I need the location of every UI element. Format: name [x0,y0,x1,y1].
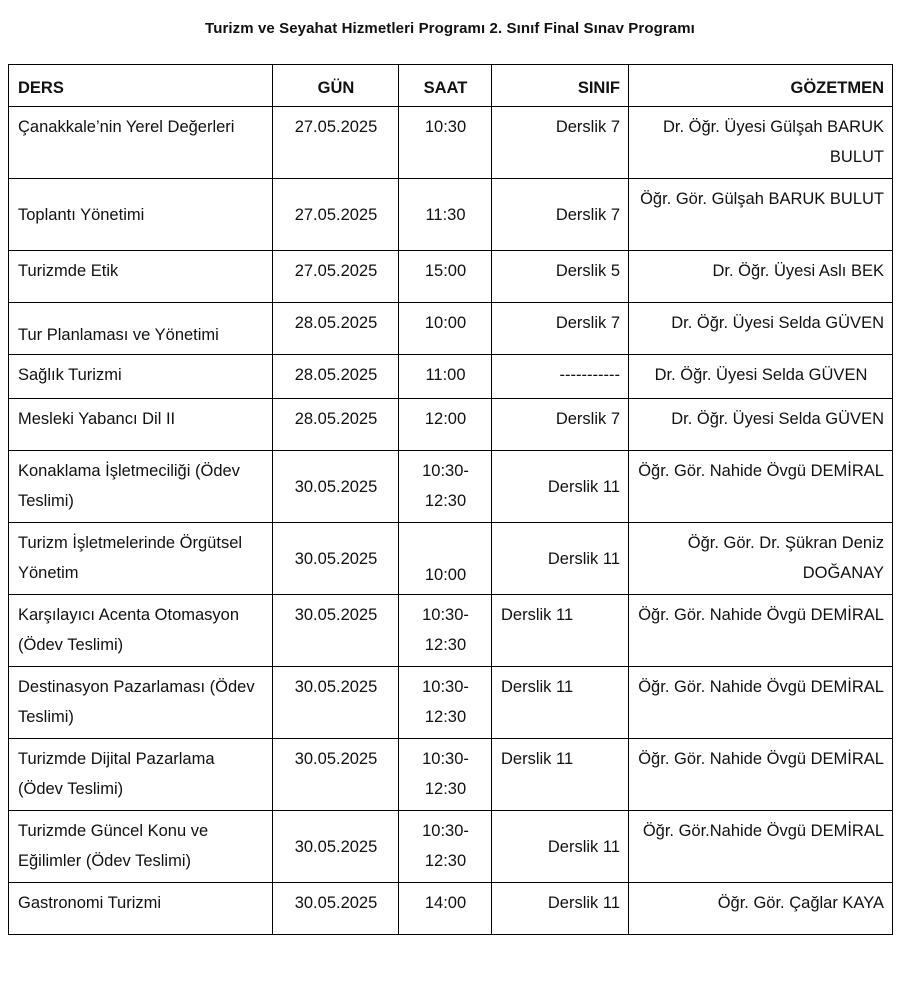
cell-gun: 28.05.2025 [273,355,399,399]
cell-gozetmen: Öğr. Gör. Nahide Övgü DEMİRAL [629,595,893,667]
cell-gun: 28.05.2025 [273,303,399,355]
cell-gun: 27.05.2025 [273,107,399,179]
header-gozetmen: GÖZETMEN [629,65,893,107]
cell-gozetmen: Dr. Öğr. Üyesi Gülşah BARUK BULUT [629,107,893,179]
cell-gozetmen: Öğr. Gör. Nahide Övgü DEMİRAL [629,739,893,811]
cell-sinif: Derslik 7 [492,399,629,451]
table-row [9,399,893,451]
table-row [9,739,893,811]
cell-ders: Çanakkale’nin Yerel Değerleri [9,107,273,179]
table-row [9,883,893,935]
cell-ders: Toplantı Yönetimi [9,179,273,251]
cell-gun: 30.05.2025 [273,523,399,595]
cell-saat: 12:00 [399,399,492,451]
cell-saat: 10:30 [399,107,492,179]
cell-gozetmen: Öğr. Gör. Nahide Övgü DEMİRAL [629,451,893,523]
cell-saat: 14:00 [399,883,492,935]
cell-gun: 27.05.2025 [273,179,399,251]
document-title: Turizm ve Seyahat Hizmetleri Programı 2. Sınıf Final Sınav Programı [205,20,695,37]
cell-sinif: Derslik 11 [492,883,629,935]
cell-gun: 30.05.2025 [273,739,399,811]
cell-gun: 28.05.2025 [273,399,399,451]
table-row [9,179,893,251]
cell-ders: Gastronomi Turizmi [9,883,273,935]
cell-gun: 30.05.2025 [273,667,399,739]
table-row [9,667,893,739]
cell-sinif: Derslik 7 [492,303,629,355]
cell-sinif: Derslik 11 [492,739,629,811]
cell-gozetmen: Öğr. Gör. Dr. Şükran Deniz DOĞANAY [629,523,893,595]
cell-sinif: Derslik 11 [492,811,629,883]
cell-gozetmen: Dr. Öğr. Üyesi Selda GÜVEN [629,399,893,451]
cell-saat: 10:00 [399,303,492,355]
cell-gun: 27.05.2025 [273,251,399,303]
cell-sinif: Derslik 11 [492,595,629,667]
cell-sinif: ----------- [492,355,629,399]
table-row [9,251,893,303]
cell-sinif: Derslik 5 [492,251,629,303]
cell-ders: Turizm İşletmelerinde Örgütsel Yönetim [9,523,273,595]
table-row [9,451,893,523]
cell-gun: 30.05.2025 [273,451,399,523]
cell-gozetmen: Dr. Öğr. Üyesi Selda GÜVEN [629,303,893,355]
table-row [9,107,893,179]
table-row [9,811,893,883]
cell-ders: Turizmde Dijital Pazarlama (Ödev Teslimi) [9,739,273,811]
cell-sinif: Derslik 11 [492,451,629,523]
cell-ders: Tur Planlaması ve Yönetimi [9,303,273,355]
table-row [9,303,893,355]
cell-sinif: Derslik 7 [492,107,629,179]
cell-gun: 30.05.2025 [273,883,399,935]
cell-ders: Karşılayıcı Acenta Otomasyon (Ödev Teslimi) [9,595,273,667]
cell-ders: Konaklama İşletmeciliği (Ödev Teslimi) [9,451,273,523]
cell-gozetmen: Dr. Öğr. Üyesi Aslı BEK [629,251,893,303]
table-row [9,595,893,667]
cell-sinif: Derslik 7 [492,179,629,251]
header-ders: DERS [9,65,273,107]
cell-saat: 11:30 [399,179,492,251]
table-row [9,523,893,595]
cell-gozetmen: Öğr. Gör. Gülşah BARUK BULUT [629,179,893,251]
cell-ders: Turizmde Güncel Konu ve Eğilimler (Ödev Teslimi) [9,811,273,883]
cell-saat: 10:30- 12:30 [399,667,492,739]
cell-ders: Destinasyon Pazarlaması (Ödev Teslimi) [9,667,273,739]
cell-gozetmen: Öğr. Gör.Nahide Övgü DEMİRAL [629,811,893,883]
cell-saat: 10:30- 12:30 [399,811,492,883]
cell-saat: 10:30- 12:30 [399,451,492,523]
cell-ders: Turizmde Etik [9,251,273,303]
cell-ders: Mesleki Yabancı Dil II [9,399,273,451]
table-row [9,355,893,399]
exam-schedule-table [8,64,893,935]
cell-gozetmen: Dr. Öğr. Üyesi Selda GÜVEN [629,355,893,399]
cell-gozetmen: Öğr. Gör. Çağlar KAYA [629,883,893,935]
cell-sinif: Derslik 11 [492,667,629,739]
header-gun: GÜN [273,65,399,107]
cell-sinif: Derslik 11 [492,523,629,595]
cell-saat: 15:00 [399,251,492,303]
cell-gun: 30.05.2025 [273,595,399,667]
cell-saat: 10:00 [399,523,492,595]
cell-saat: 10:30- 12:30 [399,739,492,811]
cell-gun: 30.05.2025 [273,811,399,883]
header-row [9,65,893,107]
header-sinif: SINIF [492,65,629,107]
cell-saat: 11:00 [399,355,492,399]
cell-gozetmen: Öğr. Gör. Nahide Övgü DEMİRAL [629,667,893,739]
header-saat: SAAT [399,65,492,107]
cell-ders: Sağlık Turizmi [9,355,273,399]
cell-saat: 10:30- 12:30 [399,595,492,667]
